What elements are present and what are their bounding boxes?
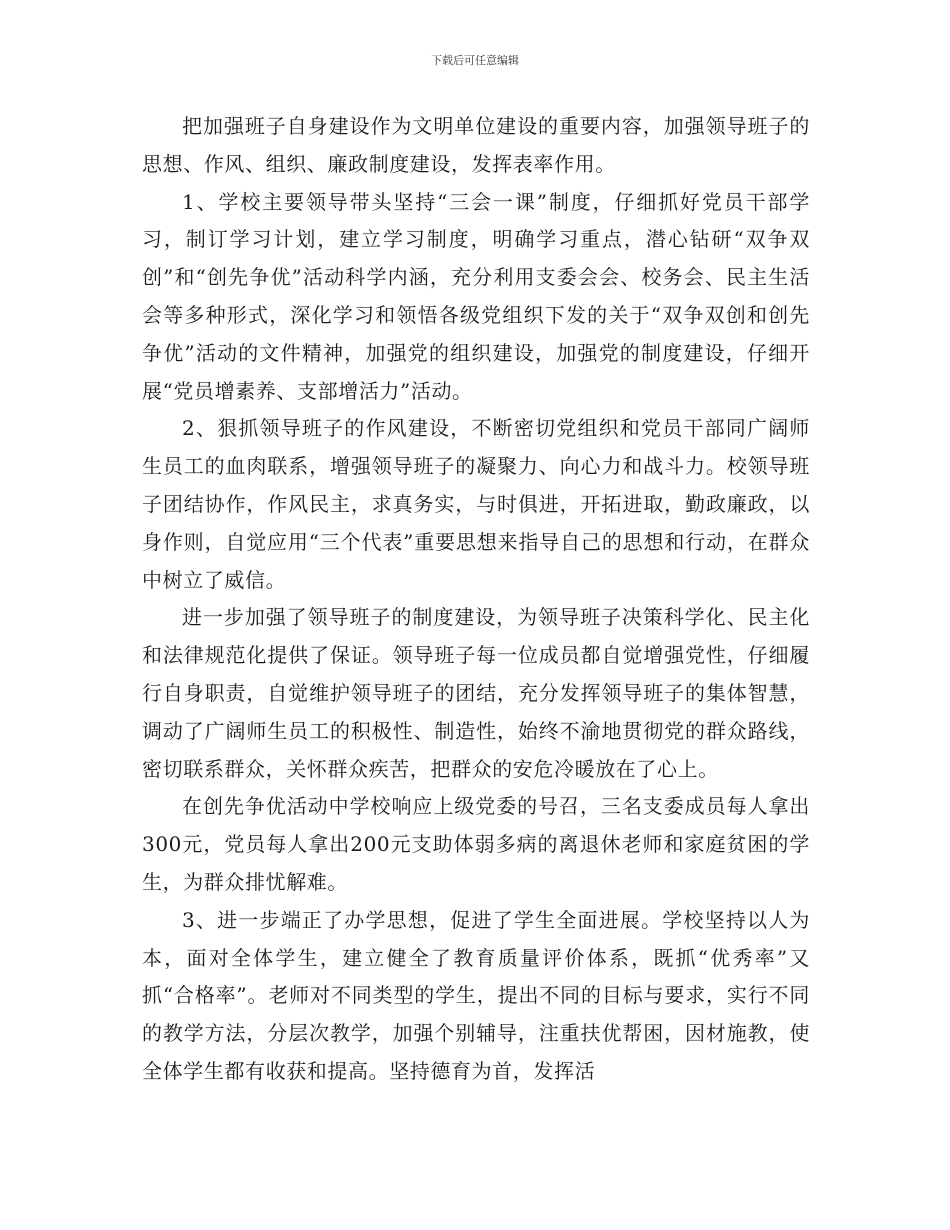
paragraph-1: 把加强班子自身建设作为文明单位建设的重要内容，加强领导班子的思想、作风、组织、廉政制度建设，发挥表率作用。 xyxy=(142,114,810,176)
page-header: 下载后可任意编辑 xyxy=(431,54,519,67)
paragraph-3: 2、狠抓领导班子的作风建设，不断密切党组织和党员干部同广阔师生员工的血肉联系，增强领导班子的凝聚力、向心力和战斗力。校领导班子团结协作，作风民主，求真务实，与时俱进，开拓进取，勤政廉政，以身作则，自觉应用“三个代表”重要思想来指导自己的思想和行动，在群众中树立了威信。 xyxy=(142,416,810,592)
paragraph-2: 1、学校主要领导带头坚持“三会一课”制度，仔细抓好党员干部学习，制订学习计划，建立学习制度，明确学习重点，潜心钻研“双争双创”和“创先争优”活动科学内涵，充分利用支委会会、校务会、民主生活会等多种形式，深化学习和领悟各级党组织下发的关于“双争双创和创先争优”活动的文件精神，加强党的组织建设，加强党的制度建设，仔细开展“党员增素养、支部增活力”活动。 xyxy=(142,189,810,403)
paragraph-5: 在创先争优活动中学校响应上级党委的号召，三名支委成员每人拿出300元，党员每人拿出200元支助体弱多病的离退休老师和家庭贫困的学生，为群众排忧解难。 xyxy=(142,794,810,894)
document-body xyxy=(142,108,810,1091)
paragraph-6: 3、进一步端正了办学思想，促进了学生全面进展。学校坚持以人为本，面对全体学生，建立健全了教育质量评价体系，既抓“优秀率”又抓“合格率”。老师对不同类型的学生，提出不同的目标与要求，实行不同的教学方法，分层次教学，加强个别辅导，注重扶优帮困，因材施教，使全体学生都有收获和提高。坚持德育为首，发挥活 xyxy=(142,907,810,1083)
paragraph-4: 进一步加强了领导班子的制度建设，为领导班子决策科学化、民主化和法律规范化提供了保证。领导班子每一位成员都自觉增强党性，仔细履行自身职责，自觉维护领导班子的团结，充分发挥领导班子的集体智慧，调动了广阔师生员工的积极性、制造性，始终不渝地贯彻党的群众路线，密切联系群众，关怀群众疾苦，把群众的安危冷暖放在了心上。 xyxy=(142,605,810,781)
